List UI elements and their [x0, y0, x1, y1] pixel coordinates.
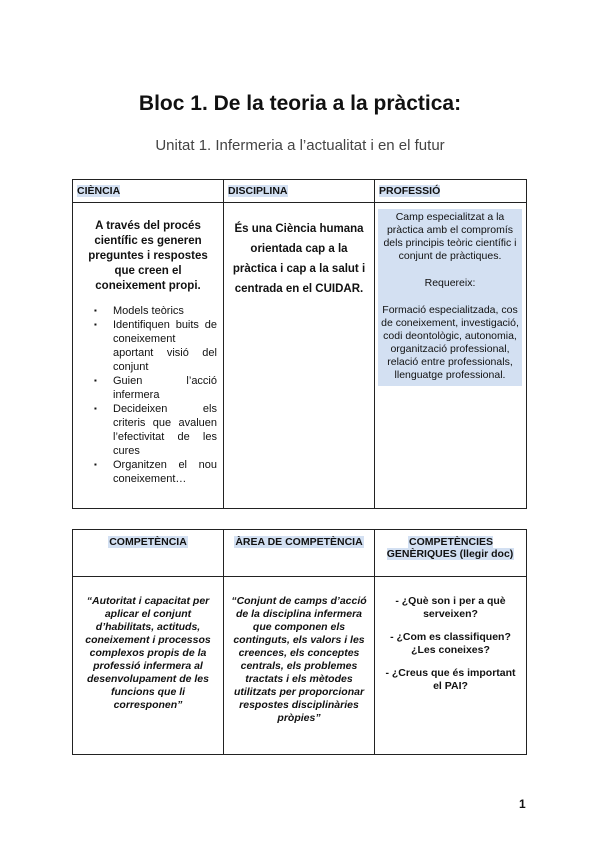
ciencia-intro: A través del procés científic es generen preguntes i respostes que creen el coneixement propi.: [88, 220, 208, 292]
header-competencia: COMPETÈNCIA: [73, 530, 224, 577]
table-row: [73, 203, 527, 509]
header-area-competencia: ÀREA DE COMPETÈNCIA: [224, 530, 375, 577]
header-disciplina: DISCIPLINA: [224, 180, 375, 203]
page-number: 1: [519, 797, 526, 811]
page-title: Bloc 1. De la teoria a la pràctica:: [138, 92, 462, 115]
disciplina-cell: [224, 203, 375, 509]
ciencia-cell: [73, 203, 224, 509]
questions-cell: [375, 577, 527, 755]
list-item: ▪ Identifiquen buits de coneixement aportant visió del conjunt: [113, 318, 217, 374]
ciencia-disciplina-professio-table: [72, 179, 527, 509]
professio-definition: Camp especialitzat a la pràctica amb el compromís dels principis teòric científic i conjunt de pràctiques.: [383, 211, 517, 262]
professio-requirements: Formació especialitzada, cos de coneixement, investigació, codi deontològic, autonomia, organització professional, relació entre professionals, llenguatge professional.: [381, 304, 519, 381]
header-professio: PROFESSIÓ: [375, 180, 527, 203]
list-item: ▪ Models teòrics: [113, 304, 217, 318]
area-competencia-definition: “Conjunt de camps d’acció de la disciplina infermera que componen els continguts, els valors i les creences, els conceptes centrals, els problemes tractats i els mètodes utilitzats per proporcionar respostes disciplinàries pròpies”: [224, 577, 375, 755]
list-item: ▪ Guien l’acció infermera: [113, 374, 217, 402]
list-item: ▪ Organitzen el nou coneixement…: [113, 458, 217, 486]
header-ciencia: CIÈNCIA: [73, 180, 224, 203]
professio-requires-label: Requereix:: [424, 277, 476, 289]
competencia-definition: “Autoritat i capacitat per aplicar el conjunt d’habilitats, actituds, coneixement i processos complexos propis de la professió infermera al desenvolupament de les funcions que li corresponen”: [73, 577, 224, 755]
professio-box: [378, 209, 522, 386]
ciencia-list: [79, 304, 217, 486]
list-item: ▪ Decideixen els criteris que avaluen l’efectivitat de les cures: [113, 402, 217, 458]
question-item: - ¿Què son i per a què serveixen?: [395, 595, 506, 620]
competencia-table: [72, 529, 527, 755]
question-item: - ¿Creus que és important el PAI?: [385, 667, 516, 692]
header-competencies-generiques: COMPETÈNCIES GENÈRIQUES (llegir doc): [375, 530, 527, 577]
table-header-row: [73, 180, 527, 203]
question-item: - ¿Com es classifiquen? ¿Les coneixes?: [390, 631, 511, 656]
disciplina-text: És una Ciència humana orientada cap a la pràctica i cap a la salut i centrada en el CUIDAR.: [232, 223, 366, 295]
professio-cell: [375, 203, 527, 509]
page-subtitle: Unitat 1. Infermeria a l’actualitat i en el futur: [155, 137, 445, 154]
table-row: [73, 577, 527, 755]
table-header-row: [73, 530, 527, 577]
